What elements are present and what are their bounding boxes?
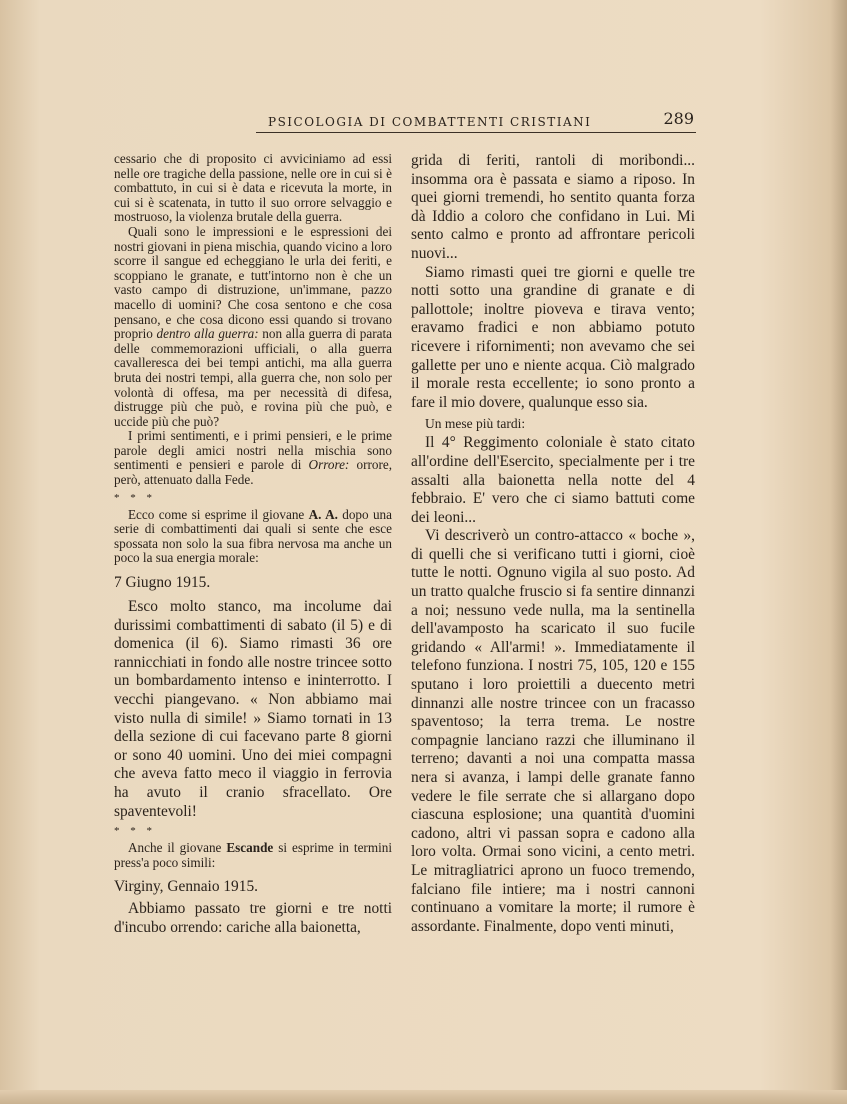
letter-text: Abbiamo passato tre giorni e tre notti d'incubo orrendo: cariche alla baionetta, xyxy=(114,900,392,936)
paragraph-text: non alla guerra di parata delle commemorazioni ufficiali, o alla guerra cavalleresca dei bei tempi antichi, ma alla guerra bruta dei nostri tempi, alla guerra che, non solo per volontà di offesa, ma per necessità di difesa, distrugge più che può, e rovina più che può, e uccide più che può? xyxy=(114,326,392,429)
letter-text: grida di feriti, rantoli di moribondi... insomma ora è passata e siamo a riposo. In quei giorni tremendi, ho sentito quanta forza dà Iddio a coloro che confidano in Lui. Mi sento calmo e pronto ad affrontare pericoli nuovi... xyxy=(411,152,695,262)
bold-name: A. A. xyxy=(308,506,338,522)
paragraph-text: orrore, però, attenuato dalla Fede. xyxy=(114,457,392,488)
header-rule xyxy=(256,132,696,133)
letter-text: Vi descriverò un contro-attacco « boche », di quelli che si verificano tutti i giorni, cioè tutte le notti. Ognuno vigila al suo posto. Ad un tratto qualche fruscio si fa sentire dinnanzi a noi; nessuno vede nulla, ma la sentinella dell'avamposto ha scaricato il suo fucile gridando « All'armi! ». Immediatamente il telefono funziona. I nostri 75, 105, 120 e 155 sputano i loro proiettili a duecento metri dinnanzi alle nostre trincee con un fracasso spaventoso; la terra trema. Le nostre compagnie lanciano razzi che illuminano il terreno; davanti a noi una compatta massa nera si avanza, i lampi delle granate fanno vedere le file serrate che si allargano dopo ciascuna esplosione; una quantità d'uomini cadono, altri vi passan sopra e cadono alla loro volta. Ormai sono vicini, a cento metri. Le mitragliatrici aprono un fuoco tremendo, falciano file intiere; ma i nostri cannoni continuano a vomitare la morte; il rumore è assordante. Finalmente, dopo venti minuti, xyxy=(411,527,695,935)
section-separator: * * * xyxy=(114,825,156,838)
left-column xyxy=(114,152,392,938)
right-column xyxy=(411,152,695,936)
italic-phrase: dentro alla guerra: xyxy=(156,326,259,342)
letter-text: Siamo rimasti quei tre giorni e quelle tre notti sotto una grandine di granate e di pallottole; inoltre pioveva e tirava vento; eravamo fradici e non abbiamo potuto ricevere i rifornimenti; non avevamo che sei gallette per uno e niente acqua. Ciò malgrado il morale resta eccellente; io sono pronto a fare il mio dovere, qualunque esso sia. xyxy=(411,263,695,411)
intro-aa xyxy=(114,508,392,566)
page-edge xyxy=(0,1090,847,1104)
paragraph-continuation: cessario che di proposito ci avviciniamo ad essi nelle ore tragiche della passione, nelle ore in cui si è combattuto, in cui si è data e ricevuta la morte, in cui si è scatenata, in tutto il suo orrore selvaggio e mostruoso, la violenza brutale della guerra. xyxy=(114,151,392,225)
bold-name: Escande xyxy=(226,840,274,856)
paragraph-text: si esprime in termini press'a poco simili: xyxy=(114,840,392,870)
paragraph-text: dopo una serie di combattimenti dai quali si sente che esce spossata non solo la sua fibra nervosa ma anche un poco la sua energia morale: xyxy=(114,506,393,566)
running-title: PSICOLOGIA DI COMBATTENTI CRISTIANI xyxy=(268,115,592,129)
paragraph-text: Ecco come si esprime il giovane xyxy=(128,506,309,522)
page-number: 289 xyxy=(663,109,694,128)
paragraph-questions xyxy=(114,225,392,429)
subheading: Un mese più tardi: xyxy=(425,416,526,432)
paragraph-text: Quali sono le impressioni e le espressioni dei nostri giovani in piena mischia, quando vicino a loro scorre il sangue ed echeggiano le urla dei feriti, e scoppiano le granate, e tutt'intorno non è che un vasto campo di distruzione, un'immane, pazzo macello di uomini? Che cosa sentono e che cosa pensano, e che cosa dicono essi quando si trovano proprio xyxy=(114,223,392,342)
letter-text: Esco molto stanco, ma incolume dai durissimi combattimenti di sabato (il 5) e di domenica (il 6). Siamo rimasti 36 ore rannicchiati in fondo alle nostre trincee sotto un bombardamento intenso e ininterrotto. I vecchi piangevano. « Non abbiamo mai visto nulla di simile! » Siamo tornati in 13 della sezione di cui facevano parte 8 giorni or sono 40 uomini. Uno dei miei compagni che aveva fatto meco il viaggio in ferrovia ha avuto il cranio sfracellato. Ore spaventevoli! xyxy=(114,598,392,820)
letter-text: Il 4° Reggimento coloniale è stato citato all'ordine dell'Esercito, specialmente per i tre assalti alla baionetta nella notte del 4 febbraio. E' vero che ci siamo battuti come dei leoni... xyxy=(411,434,695,526)
italic-phrase: Orrore: xyxy=(308,457,350,473)
paragraph-text: I primi sentimenti, e i primi pensieri, e le prime parole degli amici nostri nella mischia sono sentimenti e pensieri e parole di xyxy=(114,428,392,473)
intro-escande xyxy=(114,841,392,870)
letter-date: Virginy, Gennaio 1915. xyxy=(114,878,258,896)
letter-date: 7 Giugno 1915. xyxy=(114,574,211,592)
section-separator: * * * xyxy=(114,491,156,504)
paragraph-text: Anche il giovane xyxy=(128,840,227,856)
running-header xyxy=(256,111,696,137)
paragraph-feelings xyxy=(114,429,392,487)
